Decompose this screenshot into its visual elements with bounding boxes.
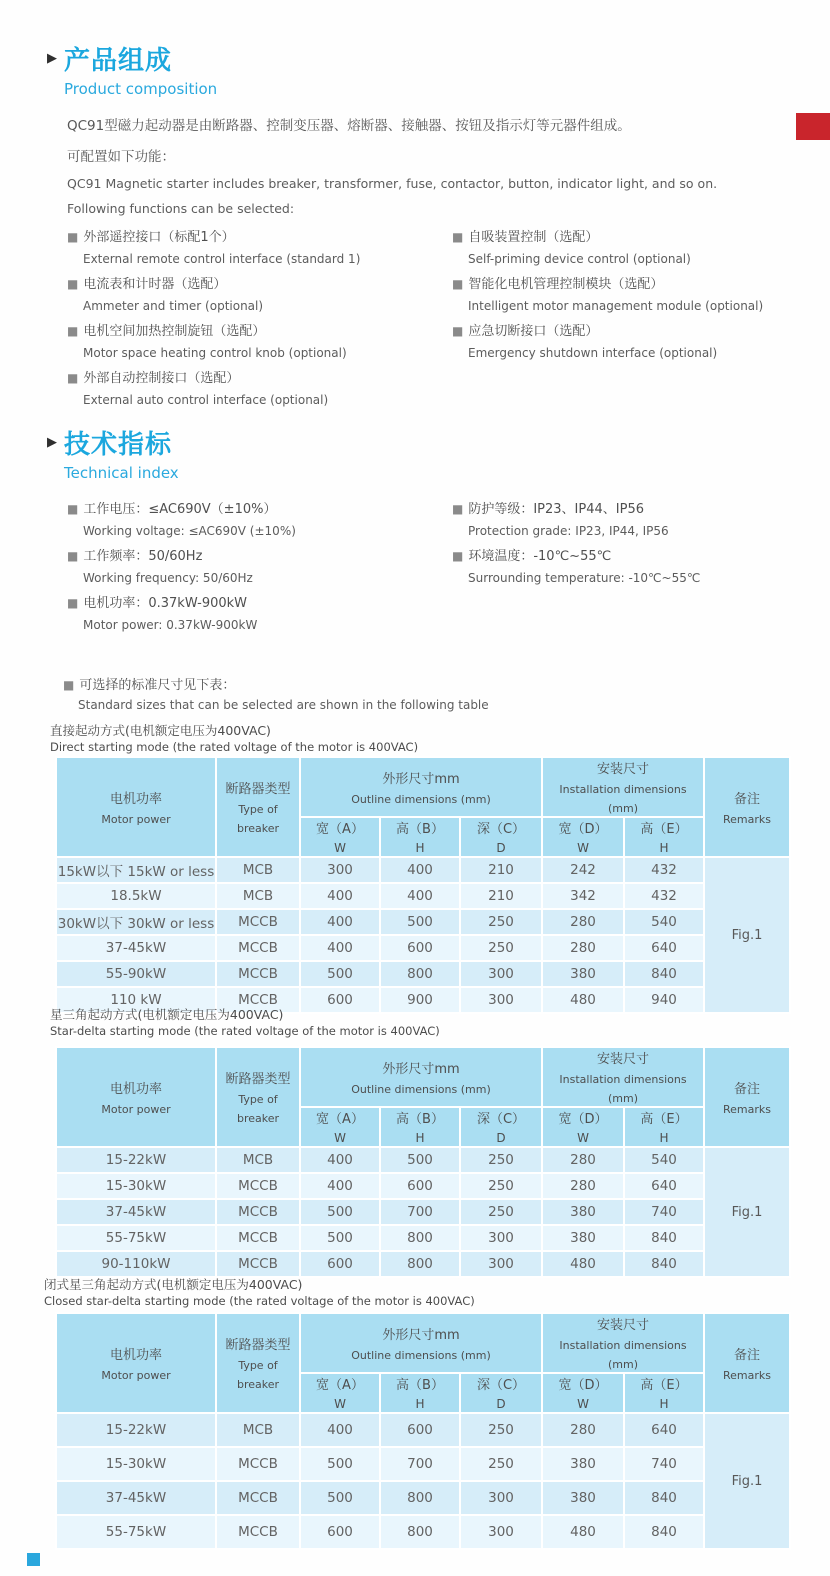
cell-breaker-type: MCCB: [216, 909, 300, 935]
spec-zh: 工作电压：≤AC690V（±10%）: [83, 502, 277, 517]
cell-width-a: 400: [300, 909, 380, 935]
header-outline-dimensions: 外形尺寸mm Outline dimensions (mm): [300, 757, 542, 817]
header-height-b: 高（B） H: [380, 1373, 460, 1413]
cell-motor-power: 55-75kW: [56, 1515, 216, 1549]
cell-height-e: 840: [624, 1481, 704, 1515]
table1-caption: [50, 722, 418, 756]
spec-item: [67, 592, 452, 636]
bullet-square-icon: ■: [452, 502, 464, 516]
caption-zh: 直接起动方式(电机额定电压为400VAC): [50, 723, 271, 738]
cell-breaker-type: MCCB: [216, 961, 300, 987]
cell-height-e: 540: [624, 1147, 704, 1173]
header-breaker-type: 断路器类型 Type of breaker: [216, 757, 300, 857]
cell-height-e: 540: [624, 909, 704, 935]
cell-motor-power: 90-110kW: [56, 1251, 216, 1277]
cell-breaker-type: MCCB: [216, 1225, 300, 1251]
caption-en: Star-delta starting mode (the rated voltage of the motor is 400VAC): [50, 1024, 440, 1038]
cell-width-d: 242: [542, 857, 624, 883]
cell-height-b: 600: [380, 1413, 460, 1447]
bullet-square-icon: ■: [67, 230, 79, 244]
spec-en: Working frequency: 50/60Hz: [83, 571, 253, 585]
cell-height-b: 600: [380, 935, 460, 961]
bullet-square-icon: ■: [452, 549, 464, 563]
header-installation-dimensions: 安装尺寸 Installation dimensions (mm): [542, 1047, 704, 1107]
cell-height-e: 640: [624, 1413, 704, 1447]
blue-corner-mark: [27, 1553, 40, 1566]
header-depth-c: 深（C） D: [460, 1107, 542, 1147]
feature-item: [452, 226, 792, 270]
cell-height-e: 640: [624, 1173, 704, 1199]
cell-width-a: 400: [300, 935, 380, 961]
cell-height-e: 840: [624, 1251, 704, 1277]
cell-motor-power: 15-22kW: [56, 1147, 216, 1173]
feature-list: [67, 226, 792, 414]
cell-breaker-type: MCCB: [216, 935, 300, 961]
spec-item: [452, 545, 792, 589]
closed-star-delta-table: [55, 1312, 791, 1550]
cell-height-e: 432: [624, 857, 704, 883]
cell-depth-c: 210: [460, 857, 542, 883]
header-outline-dimensions: 外形尺寸mm Outline dimensions (mm): [300, 1313, 542, 1373]
cell-height-b: 800: [380, 1481, 460, 1515]
cell-width-d: 280: [542, 1413, 624, 1447]
cell-breaker-type: MCB: [216, 1147, 300, 1173]
spec-zh: 环境温度：-10℃~55℃: [468, 549, 612, 564]
cell-remark: Fig.1: [704, 857, 790, 1013]
table-row: [56, 1447, 790, 1481]
cell-height-b: 800: [380, 1225, 460, 1251]
bullet-square-icon: ■: [452, 277, 464, 291]
cell-width-d: 380: [542, 961, 624, 987]
cell-height-b: 800: [380, 1251, 460, 1277]
cell-width-d: 280: [542, 935, 624, 961]
feature-zh: 外部遥控接口（标配1个）: [83, 230, 235, 245]
cell-depth-c: 300: [460, 1251, 542, 1277]
cell-height-b: 500: [380, 1147, 460, 1173]
table-row: [56, 909, 790, 935]
table-row: [56, 1515, 790, 1549]
cell-width-a: 500: [300, 1447, 380, 1481]
cell-height-e: 432: [624, 883, 704, 909]
section-technical-index: [47, 424, 792, 639]
header-width-a: 宽（A） W: [300, 1373, 380, 1413]
section-arrow-icon: ▶: [47, 435, 57, 450]
note-en: Standard sizes that can be selected are shown in the following table: [78, 698, 489, 712]
header-height-e: 高（E） H: [624, 1373, 704, 1413]
caption-zh: 星三角起动方式(电机额定电压为400VAC): [50, 1007, 284, 1022]
bullet-square-icon: ■: [67, 371, 79, 385]
cell-width-d: 380: [542, 1481, 624, 1515]
cell-motor-power: 15-22kW: [56, 1413, 216, 1447]
section-title-en: Product composition: [64, 80, 218, 98]
feature-zh: 电机空间加热控制旋钮（选配）: [83, 324, 266, 339]
feature-en: Intelligent motor management module (optional): [468, 299, 764, 313]
header-motor-power: 电机功率 Motor power: [56, 1313, 216, 1413]
cell-height-e: 940: [624, 987, 704, 1013]
cell-depth-c: 300: [460, 961, 542, 987]
feature-en: External remote control interface (standard 1): [83, 252, 361, 266]
table-row: [56, 1147, 790, 1173]
table-row: [56, 935, 790, 961]
header-height-e: 高（E） H: [624, 1107, 704, 1147]
cell-width-d: 280: [542, 1147, 624, 1173]
header-remarks: 备注 Remarks: [704, 757, 790, 857]
cell-width-d: 342: [542, 883, 624, 909]
cell-breaker-type: MCB: [216, 1413, 300, 1447]
table-row: [56, 1173, 790, 1199]
caption-en: Direct starting mode (the rated voltage of the motor is 400VAC): [50, 740, 419, 754]
feature-item: [67, 273, 452, 317]
cell-breaker-type: MCCB: [216, 1481, 300, 1515]
cell-width-a: 500: [300, 1225, 380, 1251]
table-row: [56, 1251, 790, 1277]
header-motor-power: 电机功率 Motor power: [56, 757, 216, 857]
bullet-square-icon: ■: [67, 502, 79, 516]
cell-width-d: 380: [542, 1225, 624, 1251]
feature-zh: 外部自动控制接口（选配）: [83, 371, 240, 386]
feature-en: Motor space heating control knob (optional): [83, 346, 347, 360]
cell-motor-power: 55-75kW: [56, 1225, 216, 1251]
cell-depth-c: 300: [460, 1481, 542, 1515]
cell-height-b: 600: [380, 1173, 460, 1199]
header-height-b: 高（B） H: [380, 817, 460, 857]
table-row: [56, 961, 790, 987]
spec-item: [67, 498, 452, 542]
cell-height-e: 740: [624, 1447, 704, 1481]
cell-breaker-type: MCCB: [216, 1199, 300, 1225]
cell-depth-c: 250: [460, 1173, 542, 1199]
star-delta-table: [55, 1046, 791, 1278]
cell-width-a: 500: [300, 1199, 380, 1225]
header-width-a: 宽（A） W: [300, 817, 380, 857]
header-width-a: 宽（A） W: [300, 1107, 380, 1147]
bullet-square-icon: ■: [452, 230, 464, 244]
feature-zh: 应急切断接口（选配）: [468, 324, 599, 339]
bullet-square-icon: ■: [452, 324, 464, 338]
cell-motor-power: 18.5kW: [56, 883, 216, 909]
note-zh: 可选择的标准尺寸见下表：: [79, 678, 236, 693]
cell-width-a: 500: [300, 961, 380, 987]
cell-width-d: 480: [542, 987, 624, 1013]
cell-motor-power: 37-45kW: [56, 1199, 216, 1225]
header-height-e: 高（E） H: [624, 817, 704, 857]
feature-item: [452, 320, 792, 364]
header-width-d: 宽（D） W: [542, 1373, 624, 1413]
cell-remark: Fig.1: [704, 1413, 790, 1549]
paragraph: Following functions can be selected:: [67, 201, 295, 216]
cell-height-b: 700: [380, 1447, 460, 1481]
table-row: [56, 1481, 790, 1515]
header-installation-dimensions: 安装尺寸 Installation dimensions (mm): [542, 757, 704, 817]
header-installation-dimensions: 安装尺寸 Installation dimensions (mm): [542, 1313, 704, 1373]
header-depth-c: 深（C） D: [460, 1373, 542, 1413]
table-row: [56, 1199, 790, 1225]
spec-en: Working voltage: ≤AC690V (±10%): [83, 524, 296, 538]
cell-breaker-type: MCB: [216, 883, 300, 909]
cell-motor-power: 37-45kW: [56, 935, 216, 961]
header-depth-c: 深（C） D: [460, 817, 542, 857]
cell-width-a: 400: [300, 1413, 380, 1447]
header-outline-dimensions: 外形尺寸mm Outline dimensions (mm): [300, 1047, 542, 1107]
caption-en: Closed star-delta starting mode (the rated voltage of the motor is 400VAC): [44, 1294, 475, 1308]
cell-depth-c: 250: [460, 1147, 542, 1173]
cell-height-b: 900: [380, 987, 460, 1013]
standard-sizes-note: [63, 674, 489, 712]
cell-breaker-type: MCCB: [216, 1515, 300, 1549]
header-remarks: 备注 Remarks: [704, 1313, 790, 1413]
spec-en: Protection grade: IP23, IP44, IP56: [468, 524, 669, 538]
cell-height-e: 640: [624, 935, 704, 961]
feature-zh: 自吸装置控制（选配）: [468, 230, 599, 245]
spec-item: [67, 545, 452, 589]
cell-width-d: 280: [542, 909, 624, 935]
feature-item: [452, 273, 792, 317]
cell-height-e: 840: [624, 961, 704, 987]
section-title-zh: 技术指标: [64, 430, 173, 460]
header-height-b: 高（B） H: [380, 1107, 460, 1147]
cell-breaker-type: MCCB: [216, 1251, 300, 1277]
cell-height-b: 400: [380, 883, 460, 909]
spec-en: Surrounding temperature: -10℃~55℃: [468, 571, 701, 585]
feature-item: [67, 367, 452, 411]
cell-motor-power: 15kW以下 15kW or less: [56, 857, 216, 883]
cell-breaker-type: MCCB: [216, 1447, 300, 1481]
header-width-d: 宽（D） W: [542, 817, 624, 857]
spec-item: [452, 498, 792, 542]
spec-list: [67, 498, 792, 639]
cell-width-a: 600: [300, 1251, 380, 1277]
caption-zh: 闭式星三角起动方式(电机额定电压为400VAC): [44, 1277, 303, 1292]
feature-en: Ammeter and timer (optional): [83, 299, 264, 313]
cell-height-e: 840: [624, 1225, 704, 1251]
cell-width-a: 400: [300, 1173, 380, 1199]
paragraph: QC91 Magnetic starter includes breaker, transformer, fuse, contactor, button, indicator light, and so on.: [67, 176, 718, 191]
cell-height-b: 500: [380, 909, 460, 935]
bullet-square-icon: ■: [63, 678, 75, 692]
bullet-square-icon: ■: [67, 277, 79, 291]
spec-zh: 工作频率：50/60Hz: [83, 549, 203, 564]
cell-width-d: 480: [542, 1515, 624, 1549]
table-row: [56, 1413, 790, 1447]
cell-motor-power: 15-30kW: [56, 1173, 216, 1199]
header-breaker-type: 断路器类型 Type of breaker: [216, 1047, 300, 1147]
feature-en: External auto control interface (optional): [83, 393, 329, 407]
cell-depth-c: 250: [460, 1447, 542, 1481]
cell-height-b: 800: [380, 961, 460, 987]
cell-depth-c: 250: [460, 935, 542, 961]
cell-depth-c: 300: [460, 987, 542, 1013]
cell-height-b: 400: [380, 857, 460, 883]
cell-width-a: 400: [300, 883, 380, 909]
cell-depth-c: 250: [460, 1413, 542, 1447]
cell-depth-c: 250: [460, 1199, 542, 1225]
cell-height-b: 800: [380, 1515, 460, 1549]
table2-caption: [50, 1006, 440, 1040]
bullet-square-icon: ■: [67, 596, 79, 610]
cell-depth-c: 300: [460, 1515, 542, 1549]
feature-item: [67, 226, 452, 270]
cell-remark: Fig.1: [704, 1147, 790, 1277]
cell-motor-power: 110 kW: [56, 987, 216, 1013]
paragraph: QC91型磁力起动器是由断路器、控制变压器、熔断器、接触器、按钮及指示灯等元器件组成。: [67, 118, 631, 134]
cell-motor-power: 15-30kW: [56, 1447, 216, 1481]
table-row: [56, 883, 790, 909]
cell-height-e: 840: [624, 1515, 704, 1549]
cell-depth-c: 210: [460, 883, 542, 909]
cell-breaker-type: MCCB: [216, 1173, 300, 1199]
cell-motor-power: 37-45kW: [56, 1481, 216, 1515]
spec-zh: 电机功率：0.37kW-900kW: [83, 596, 248, 611]
feature-en: Self-priming device control (optional): [468, 252, 691, 266]
section-product-composition: [47, 40, 792, 414]
cell-height-b: 700: [380, 1199, 460, 1225]
cell-width-a: 400: [300, 1147, 380, 1173]
cell-width-a: 300: [300, 857, 380, 883]
cell-motor-power: 30kW以下 30kW or less: [56, 909, 216, 935]
cell-width-d: 280: [542, 1173, 624, 1199]
cell-breaker-type: MCB: [216, 857, 300, 883]
spec-zh: 防护等级：IP23、IP44、IP56: [468, 502, 644, 517]
header-breaker-type: 断路器类型 Type of breaker: [216, 1313, 300, 1413]
cell-width-a: 600: [300, 1515, 380, 1549]
cell-width-d: 480: [542, 1251, 624, 1277]
bullet-square-icon: ■: [67, 324, 79, 338]
cell-width-d: 380: [542, 1447, 624, 1481]
section-title-en: Technical index: [64, 464, 179, 482]
feature-zh: 智能化电机管理控制模块（选配）: [468, 277, 664, 292]
cell-height-e: 740: [624, 1199, 704, 1225]
feature-en: Emergency shutdown interface (optional): [468, 346, 718, 360]
cell-width-a: 500: [300, 1481, 380, 1515]
feature-item: [67, 320, 452, 364]
table-row: [56, 1225, 790, 1251]
direct-starting-table: [55, 756, 791, 1014]
cell-depth-c: 250: [460, 909, 542, 935]
spec-en: Motor power: 0.37kW-900kW: [83, 618, 258, 632]
section-title-zh: 产品组成: [64, 46, 173, 76]
table-row: [56, 857, 790, 883]
bullet-square-icon: ■: [67, 549, 79, 563]
cell-breaker-type: MCCB: [216, 987, 300, 1013]
section-arrow-icon: ▶: [47, 51, 57, 66]
table3-caption: [44, 1276, 475, 1310]
intro-paragraphs: [67, 114, 792, 216]
red-corner-mark: [796, 113, 830, 140]
feature-zh: 电流表和计时器（选配）: [83, 277, 227, 292]
paragraph: 可配置如下功能：: [67, 149, 175, 165]
header-motor-power: 电机功率 Motor power: [56, 1047, 216, 1147]
cell-width-a: 600: [300, 987, 380, 1013]
cell-depth-c: 300: [460, 1225, 542, 1251]
cell-width-d: 380: [542, 1199, 624, 1225]
cell-motor-power: 55-90kW: [56, 961, 216, 987]
header-remarks: 备注 Remarks: [704, 1047, 790, 1147]
header-width-d: 宽（D） W: [542, 1107, 624, 1147]
